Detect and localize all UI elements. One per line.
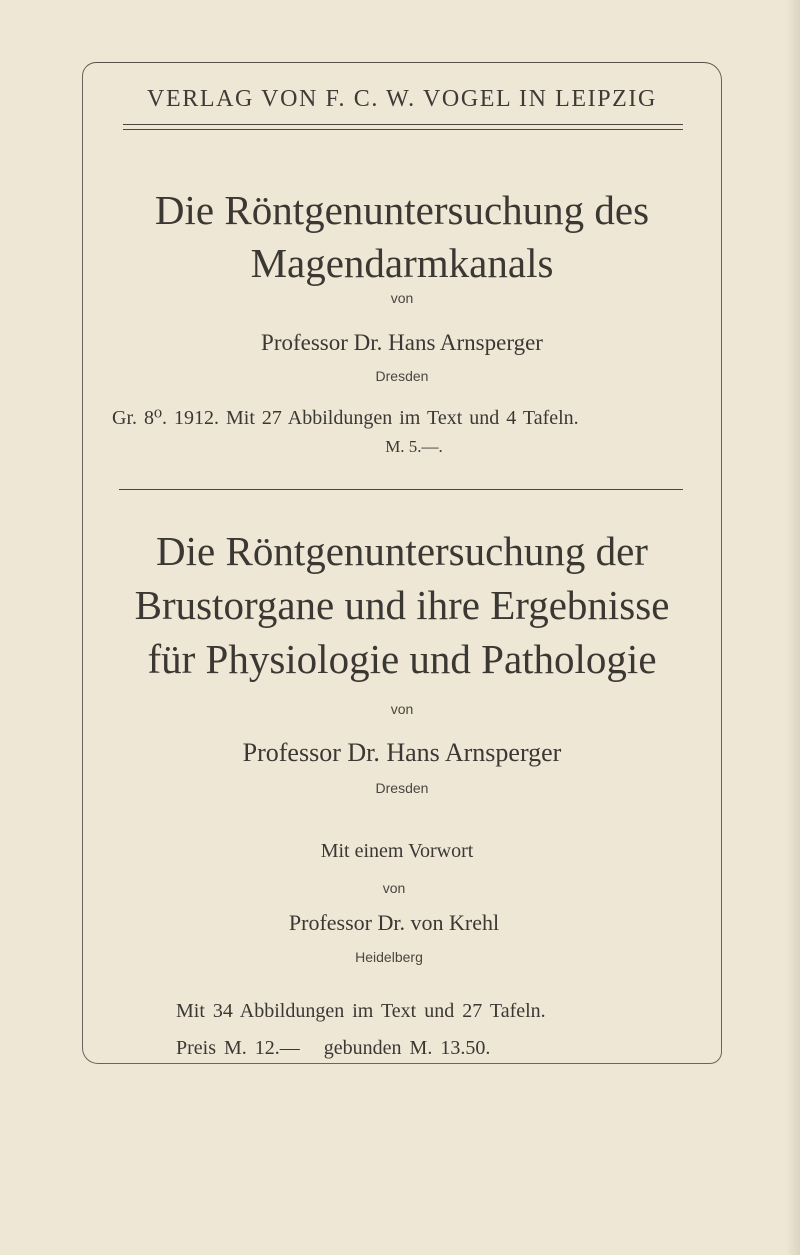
book1-details: Gr. 8⁰. 1912. Mit 27 Abbildungen im Text und 4 Tafeln. bbox=[112, 407, 579, 429]
book1-price: M. 5.—. bbox=[385, 437, 443, 456]
book2-author: Professor Dr. Hans Arnsperger bbox=[242, 738, 562, 767]
book2-title-line1: Die Röntgenuntersuchung der bbox=[156, 528, 648, 574]
header-rule bbox=[123, 124, 683, 125]
header-rule-thin bbox=[123, 129, 683, 130]
book2-foreword-city: Heidelberg bbox=[355, 949, 423, 965]
book2-title-line3: für Physiologie und Pathologie bbox=[147, 636, 657, 682]
book1-title-line1: Die Röntgenuntersuchung des bbox=[154, 187, 650, 233]
book1-title-line2: Magendarmkanals bbox=[250, 240, 554, 286]
page-edge-shadow bbox=[786, 0, 800, 1255]
book2-price: Preis M. 12.— gebunden M. 13.50. bbox=[176, 1037, 491, 1059]
book1-author: Professor Dr. Hans Arnsperger bbox=[261, 330, 543, 355]
book1-city: Dresden bbox=[375, 368, 429, 384]
book2-foreword-author: Professor Dr. von Krehl bbox=[288, 910, 500, 935]
section-divider bbox=[119, 489, 683, 490]
book1-title bbox=[82, 184, 722, 290]
book2-title bbox=[82, 524, 722, 686]
book2-title-line2: Brustorgane und ihre Ergebnisse bbox=[134, 582, 670, 628]
book2-foreword-by: von bbox=[382, 880, 406, 896]
publisher-heading: VERLAG VON F. C. W. VOGEL IN LEIPZIG bbox=[147, 86, 657, 112]
book2-details: Mit 34 Abbildungen im Text und 27 Tafeln. bbox=[176, 1000, 546, 1022]
book1-by: von bbox=[390, 290, 414, 306]
book2-by: von bbox=[390, 701, 414, 717]
book2-foreword: Mit einem Vorwort bbox=[320, 840, 474, 862]
book2-city: Dresden bbox=[375, 780, 429, 796]
